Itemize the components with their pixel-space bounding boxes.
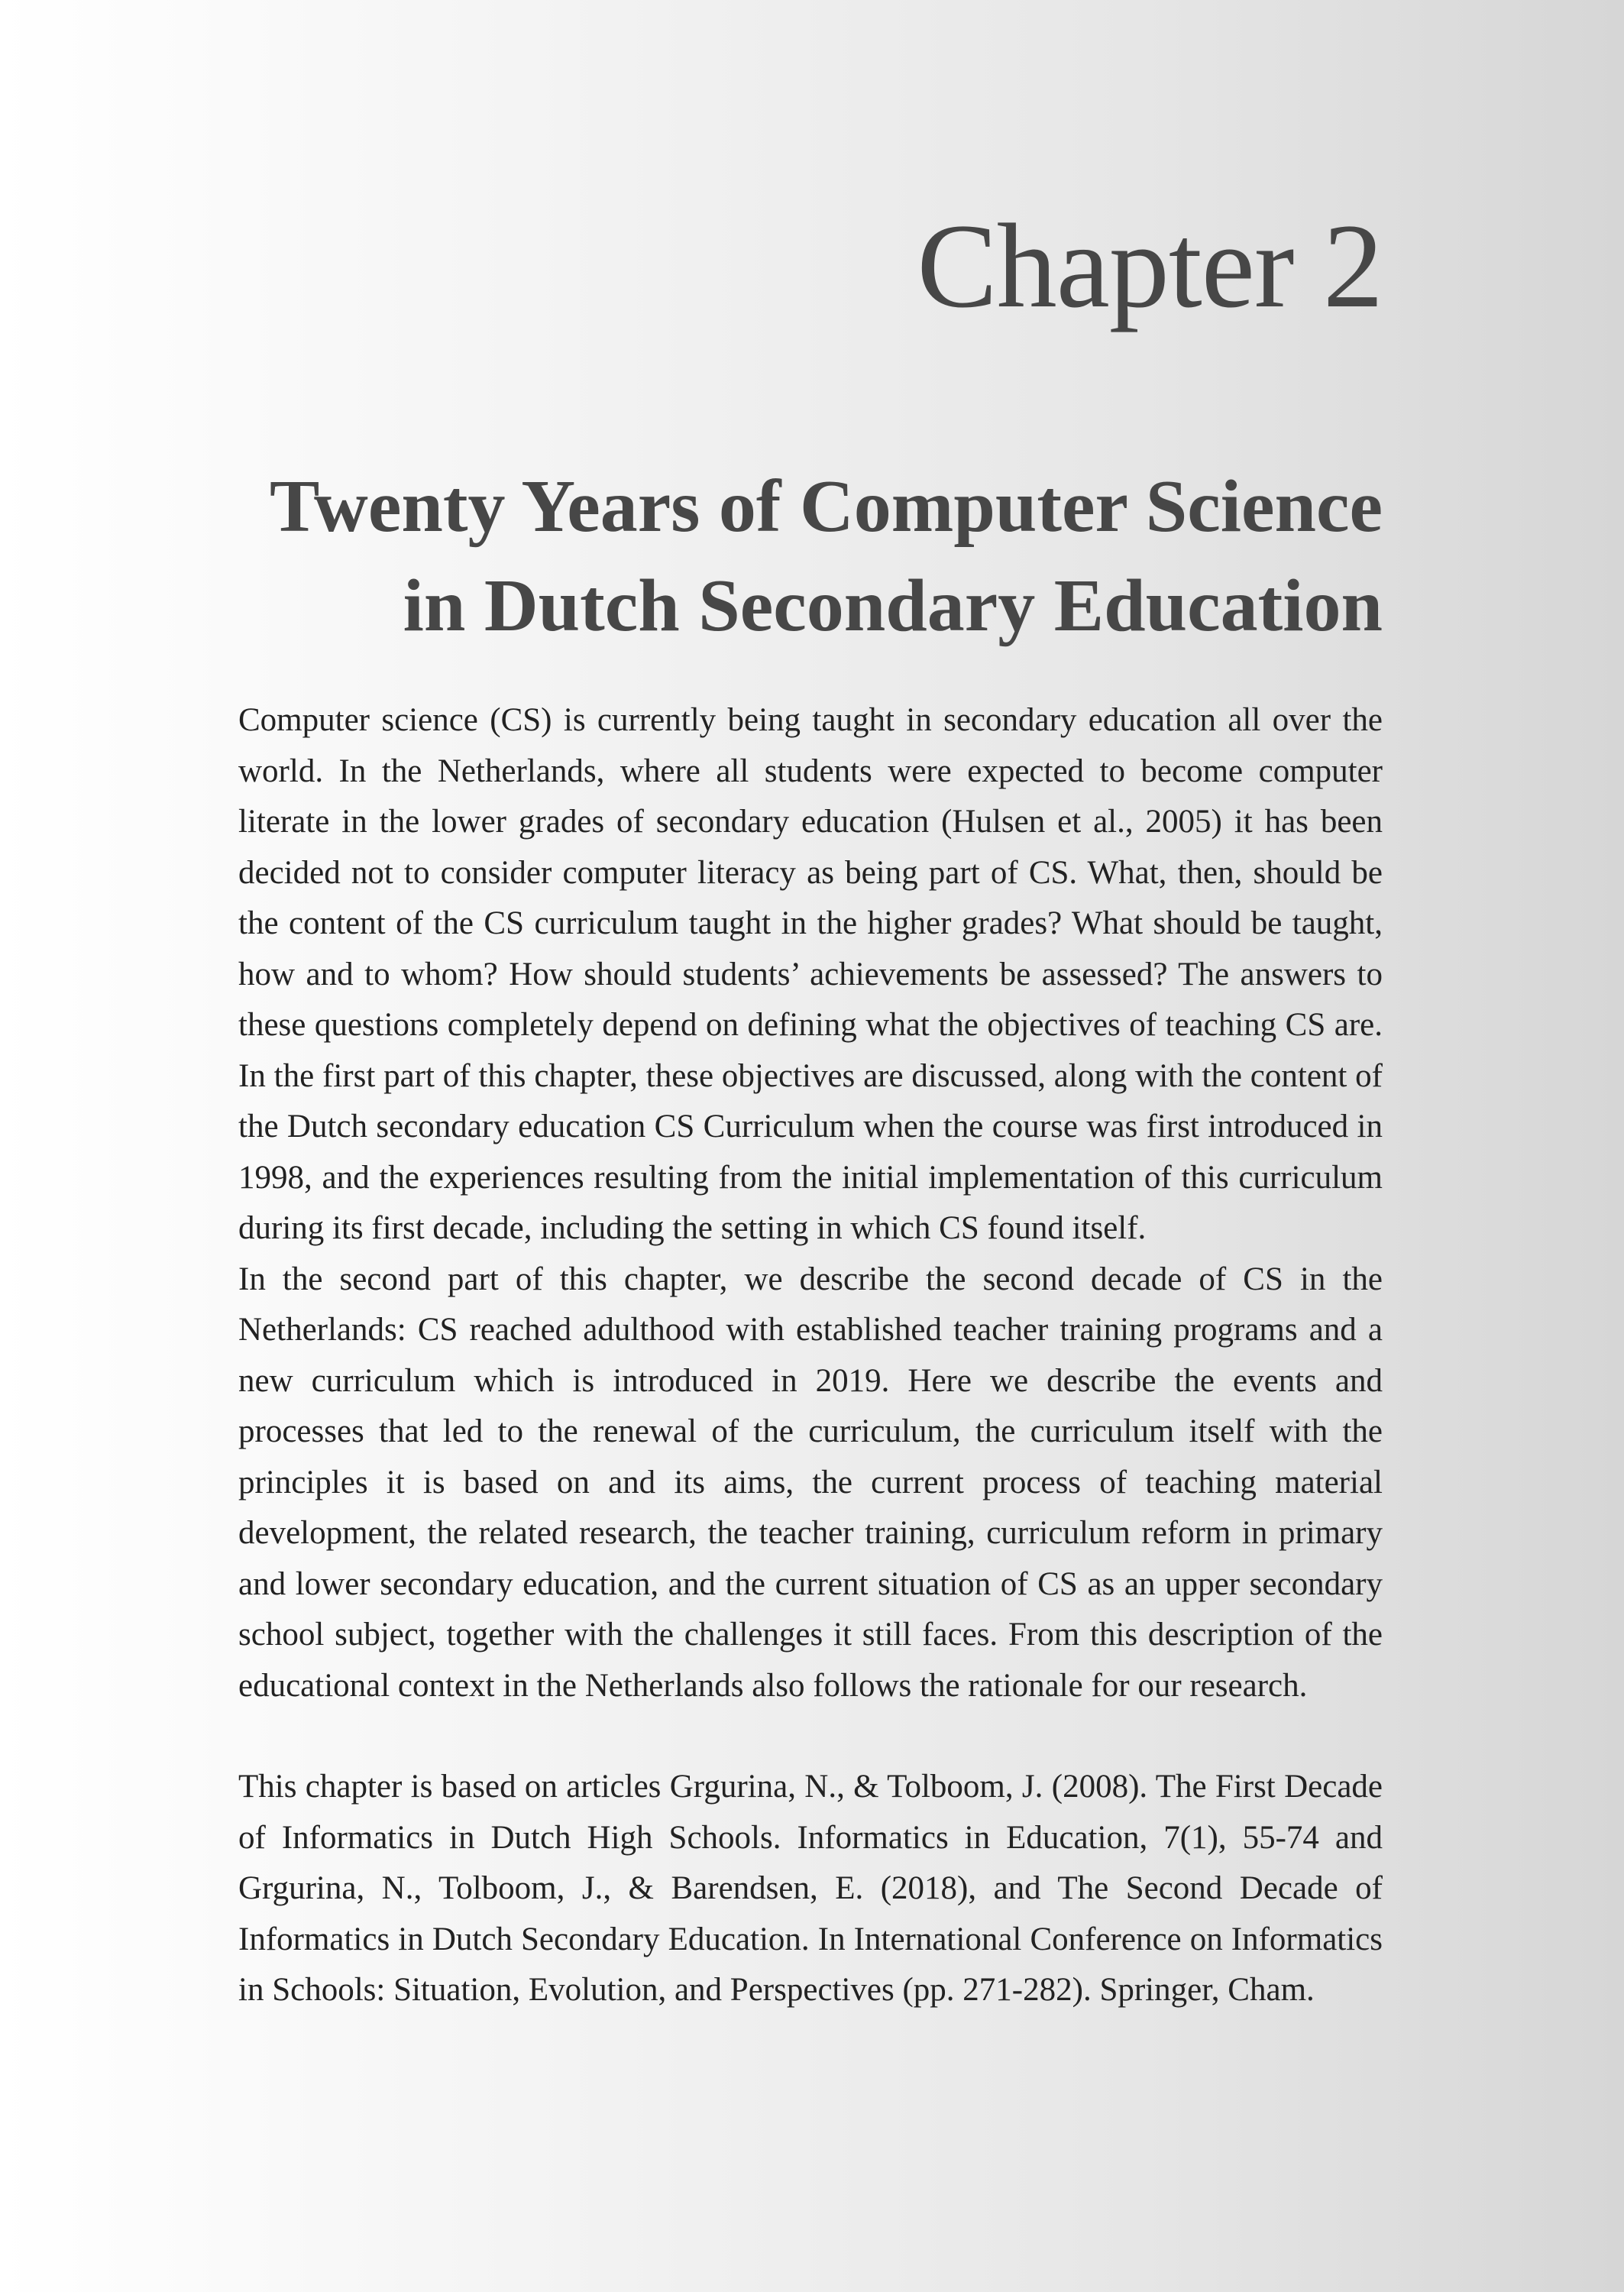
- chapter-title-line-1: Twenty Years of Computer Science: [269, 465, 1383, 548]
- chapter-title-line-2: in Dutch Secondary Education: [403, 565, 1383, 647]
- chapter-body: [238, 695, 1383, 2016]
- chapter-number: Chapter 2: [917, 199, 1383, 333]
- chapter-title: [84, 457, 1383, 656]
- body-paragraph-1: Computer science (CS) is currently being taught in secondary education all over the world. In the Netherlands, where all students were expected to become computer literate in the lower grades of secondary education (Hulsen et al., 2005) it has been decided not to consider computer literacy as being part of CS. What, then, should be the content of the CS curriculum taught in the higher grades? What should be taught, how and to whom? How should students’ achievements be assessed? The answers to these questions completely depend on defining what the objectives of teaching CS are. In the first part of this chapter, these objectives are discussed, along with the content of the Dutch secondary education CS Curriculum when the course was first introduced in 1998, and the experiences resulting from the initial implementation of this curriculum during its first decade, including the setting in which CS found itself.: [238, 702, 1383, 1246]
- body-paragraph-2: In the second part of this chapter, we describe the second decade of CS in the Netherlands: CS reached adulthood with established teacher training programs and a new curriculum which is introduced in 2019. Here we describe the events and processes that led to the renewal of the curriculum, the curriculum itself with the principles it is based on and its aims, the current process of teaching material development, the related research, the teacher training, curriculum reform in primary and lower secondary education, and the current situation of CS as an upper secondary school subject, together with the challenges it still faces. From this description of the educational context in the Netherlands also follows the rationale for our research.: [238, 1261, 1383, 1704]
- source-note: This chapter is based on articles Grgurina, N., & Tolboom, J. (2008). The First Decade of Informatics in Dutch High Schools. Informatics in Education, 7(1), 55-74 and Grgurina, N., Tolboom, J., & Barendsen, E. (2018), and The Second Decade of Informatics in Dutch Secondary Education. In International Conference on Informatics in Schools: Situation, Evolution, and Perspectives (pp. 271-282). Springer, Cham.: [238, 1769, 1383, 2008]
